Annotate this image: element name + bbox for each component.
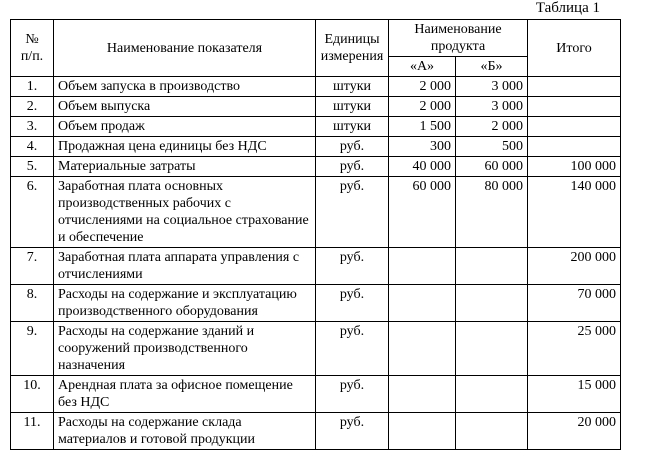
row-total: [528, 77, 621, 97]
row-unit: руб.: [316, 322, 389, 376]
row-num: 5.: [11, 157, 54, 177]
row-product-b: 3 000: [456, 97, 528, 117]
table-row: [11, 177, 621, 248]
table-row: [11, 117, 621, 137]
row-product-a: [389, 376, 456, 413]
row-name: Материальные затраты: [54, 157, 316, 177]
table-row: [11, 248, 621, 285]
row-total: 100 000: [528, 157, 621, 177]
row-product-a: 300: [389, 137, 456, 157]
header-name: Наименование показателя: [54, 20, 316, 77]
row-name: Объем продаж: [54, 117, 316, 137]
row-num: 1.: [11, 77, 54, 97]
row-num: 2.: [11, 97, 54, 117]
row-name: Объем запуска в производство: [54, 77, 316, 97]
row-product-b: 80 000: [456, 177, 528, 248]
table-row: [11, 376, 621, 413]
table-row: [11, 77, 621, 97]
row-product-b: [456, 322, 528, 376]
indicators-table: [10, 19, 621, 450]
row-unit: руб.: [316, 413, 389, 450]
row-name: Расходы на содержание и эксплуатацию производственного оборудования: [54, 285, 316, 322]
table-row: [11, 285, 621, 322]
row-total: 15 000: [528, 376, 621, 413]
row-num: 6.: [11, 177, 54, 248]
table-row: [11, 137, 621, 157]
row-product-b: 2 000: [456, 117, 528, 137]
row-product-b: [456, 285, 528, 322]
row-num: 4.: [11, 137, 54, 157]
row-product-a: 2 000: [389, 77, 456, 97]
row-name: Объем выпуска: [54, 97, 316, 117]
row-product-b: 500: [456, 137, 528, 157]
row-product-b: [456, 413, 528, 450]
header-units: Единицы измерения: [316, 20, 389, 77]
row-name: Заработная плата аппарата управления с отчислениями: [54, 248, 316, 285]
row-product-a: 2 000: [389, 97, 456, 117]
row-name: Продажная цена единицы без НДС: [54, 137, 316, 157]
table-row: [11, 322, 621, 376]
table-row: [11, 97, 621, 117]
row-total: 200 000: [528, 248, 621, 285]
table-row: [11, 157, 621, 177]
row-product-a: 40 000: [389, 157, 456, 177]
table-caption: Таблица 1: [535, 0, 600, 16]
row-product-a: [389, 322, 456, 376]
row-name: Арендная плата за офисное помещение без НДС: [54, 376, 316, 413]
row-product-a: [389, 248, 456, 285]
row-num: 8.: [11, 285, 54, 322]
row-total: 140 000: [528, 177, 621, 248]
row-unit: штуки: [316, 97, 389, 117]
header-row-1: [11, 20, 621, 57]
row-product-a: 1 500: [389, 117, 456, 137]
table-row: [11, 413, 621, 450]
row-num: 7.: [11, 248, 54, 285]
row-product-b: 3 000: [456, 77, 528, 97]
row-product-b: [456, 248, 528, 285]
row-total: [528, 97, 621, 117]
row-num: 3.: [11, 117, 54, 137]
row-product-a: [389, 285, 456, 322]
row-unit: руб.: [316, 285, 389, 322]
row-product-b: 60 000: [456, 157, 528, 177]
header-total: Итого: [528, 20, 621, 77]
row-name: Расходы на содержание склада материалов и готовой продукции: [54, 413, 316, 450]
row-unit: руб.: [316, 248, 389, 285]
row-total: [528, 117, 621, 137]
row-num: 9.: [11, 322, 54, 376]
header-product-a: «А»: [389, 57, 456, 77]
row-name: Расходы на содержание зданий и сооружений производственного назначения: [54, 322, 316, 376]
row-unit: штуки: [316, 117, 389, 137]
row-name: Заработная плата основных производственных рабочих с отчислениями на социальное страхование и обеспечение: [54, 177, 316, 248]
row-unit: руб.: [316, 137, 389, 157]
row-num: 11.: [11, 413, 54, 450]
header-product-group: Наименование продукта: [389, 20, 528, 57]
row-unit: руб.: [316, 376, 389, 413]
row-unit: штуки: [316, 77, 389, 97]
row-product-b: [456, 376, 528, 413]
header-num: № п/п.: [11, 20, 54, 77]
row-product-a: [389, 413, 456, 450]
row-unit: руб.: [316, 157, 389, 177]
row-total: 25 000: [528, 322, 621, 376]
header-product-b: «Б»: [456, 57, 528, 77]
row-total: 20 000: [528, 413, 621, 450]
row-num: 10.: [11, 376, 54, 413]
row-unit: руб.: [316, 177, 389, 248]
row-total: [528, 137, 621, 157]
row-product-a: 60 000: [389, 177, 456, 248]
row-total: 70 000: [528, 285, 621, 322]
